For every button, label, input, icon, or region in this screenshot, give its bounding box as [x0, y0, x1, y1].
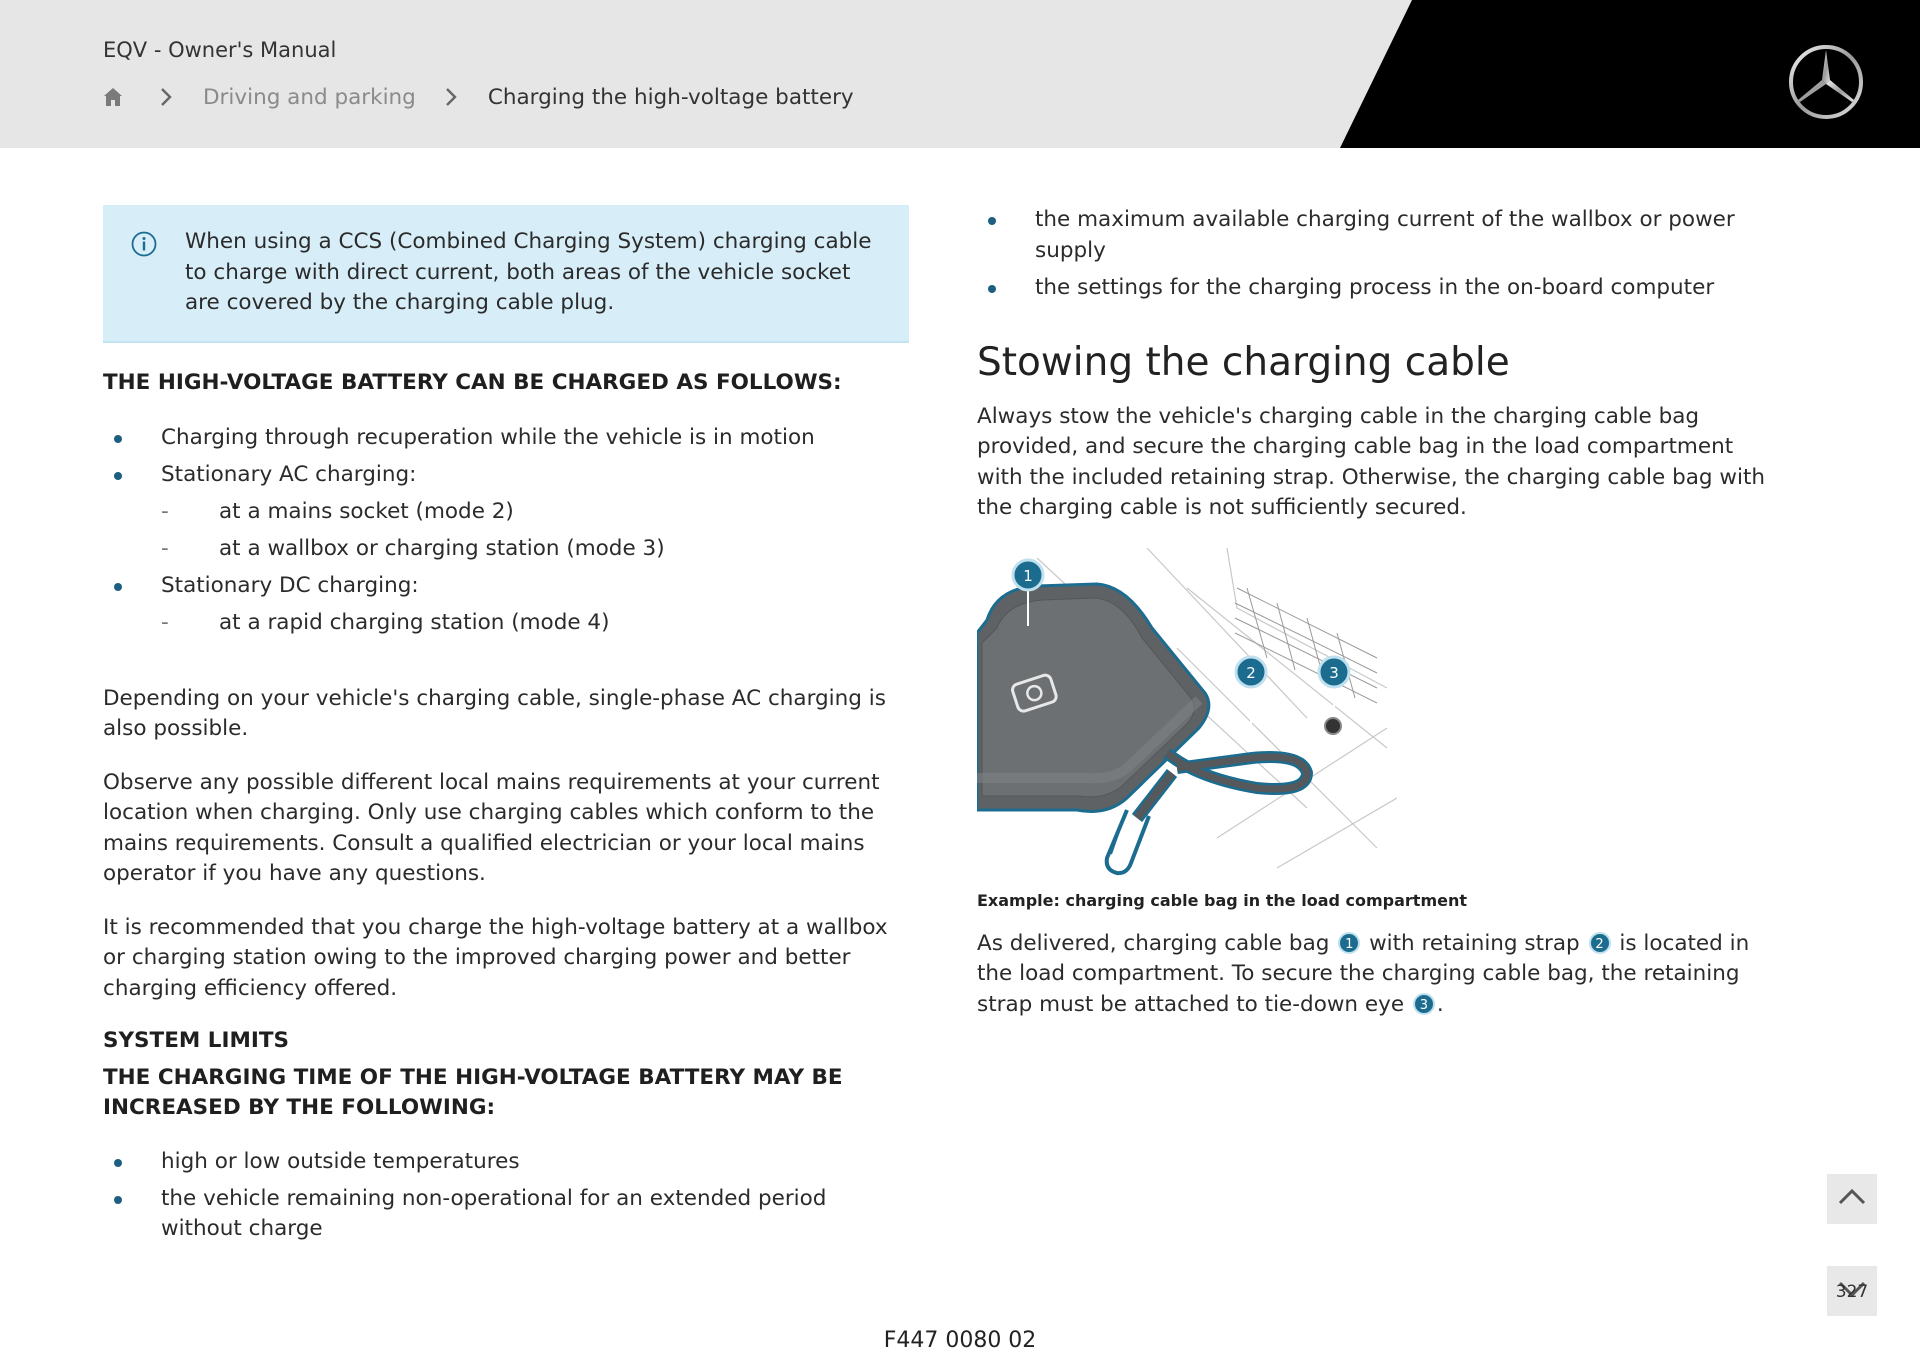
- callout-2: [1236, 657, 1266, 687]
- charge-methods-list: [103, 423, 909, 639]
- callout-1: [1013, 560, 1043, 590]
- charging-time-heading: THE CHARGING TIME OF THE HIGH-VOLTAGE BATTERY MAY BE INCREASED BY THE FOLLOWING:: [103, 1064, 843, 1120]
- page-number: 327: [1835, 1282, 1869, 1302]
- list-item: the maximum available charging current of the wallbox or power supply: [977, 205, 1777, 266]
- charging-time-factors-list-continued: [977, 205, 1777, 303]
- charging-time-factors-list: [103, 1147, 909, 1245]
- bullet-icon: [114, 472, 122, 480]
- list-item: Stationary AC charging: - at a mains socket (mode 2) - at a wallbox or charging station (mode 3): [103, 460, 909, 565]
- mains-requirements-paragraph: Observe any possible different local mains requirements at your current location when charging. Only use charging cables which conform to the mains requirements. Consult a qualified electrician or your local mains operator if you have any questions.: [103, 769, 880, 886]
- mercedes-star-logo: [1788, 44, 1864, 120]
- document-code: F447 0080 02: [883, 1328, 1037, 1353]
- sub-list: [161, 608, 909, 639]
- list-item: the vehicle remaining non-operational for an extended period without charge: [103, 1184, 909, 1245]
- document-title: EQV - Owner's Manual: [103, 38, 337, 62]
- info-note: [103, 205, 909, 343]
- breadcrumb: [103, 82, 854, 112]
- charge-methods-heading: THE HIGH-VOLTAGE BATTERY CAN BE CHARGED AS FOLLOWS:: [103, 370, 842, 395]
- callout-badge-1: 1: [1338, 932, 1360, 954]
- svg-text:1: 1: [1023, 566, 1033, 585]
- breadcrumb-driving-and-parking[interactable]: Driving and parking: [203, 84, 416, 110]
- bullet-icon: [988, 217, 996, 225]
- scroll-up-button[interactable]: [1827, 1174, 1877, 1224]
- sub-list: [161, 497, 909, 565]
- bullet-icon: [988, 285, 996, 293]
- chevron-right-icon: [159, 87, 173, 107]
- single-phase-paragraph: Depending on your vehicle's charging cable, single-phase AC charging is also possible.: [103, 685, 886, 741]
- list-item: high or low outside temperatures: [103, 1147, 909, 1178]
- info-icon: [131, 231, 157, 257]
- bullet-icon: [114, 1159, 122, 1167]
- bullet-icon: [114, 1196, 122, 1204]
- page-header: [0, 0, 1920, 148]
- list-item: Stationary DC charging: - at a rapid charging station (mode 4): [103, 571, 909, 639]
- section-title: Stowing the charging cable: [977, 339, 1510, 385]
- bullet-icon: [114, 583, 122, 591]
- left-column: [103, 205, 909, 1251]
- sub-list-item: - at a rapid charging station (mode 4): [161, 609, 610, 635]
- right-column: [977, 205, 1777, 1020]
- wallbox-recommendation-paragraph: It is recommended that you charge the high-voltage battery at a wallbox or charging station owing to the improved charging power and better charging efficiency offered.: [103, 914, 888, 1001]
- chevron-right-icon: [444, 87, 458, 107]
- delivered-paragraph: As delivered, charging cable bag 1 with retaining strap 2 is located in the load compartment. To secure the charging cable bag, the retaining strap must be attached to tie-down eye 3 .: [977, 930, 1750, 1017]
- stow-paragraph: Always stow the vehicle's charging cable in the charging cable bag provided, and secure the charging cable bag in the load compartment with the included retaining strap. Otherwise, the charging cable bag with the charging cable is not sufficiently secured.: [977, 403, 1766, 520]
- svg-text:2: 2: [1246, 663, 1256, 682]
- charging-cable-bag-illustration: [977, 548, 1397, 878]
- callout-badge-3: 3: [1413, 993, 1435, 1015]
- chevron-up-icon: [1837, 1187, 1867, 1211]
- callout-3: [1319, 657, 1349, 687]
- figure-caption: Example: charging cable bag in the load compartment: [977, 890, 1468, 910]
- system-limits-heading: SYSTEM LIMITS: [103, 1028, 290, 1053]
- bullet-icon: [114, 435, 122, 443]
- info-note-text: When using a CCS (Combined Charging System) charging cable to charge with direct current, both areas of the vehicle socket are covered by the charging cable plug.: [185, 229, 872, 315]
- list-item: the settings for the charging process in the on-board computer: [977, 273, 1777, 304]
- sub-list-item: - at a mains socket (mode 2): [161, 498, 514, 524]
- home-icon[interactable]: [103, 87, 123, 107]
- breadcrumb-current: Charging the high-voltage battery: [487, 84, 854, 110]
- list-item: Charging through recuperation while the vehicle is in motion: [103, 423, 909, 454]
- sub-list-item: - at a wallbox or charging station (mode 3): [161, 535, 665, 561]
- callout-badge-2: 2: [1589, 932, 1611, 954]
- scroll-down-button[interactable]: [1827, 1266, 1877, 1316]
- svg-text:3: 3: [1329, 663, 1339, 682]
